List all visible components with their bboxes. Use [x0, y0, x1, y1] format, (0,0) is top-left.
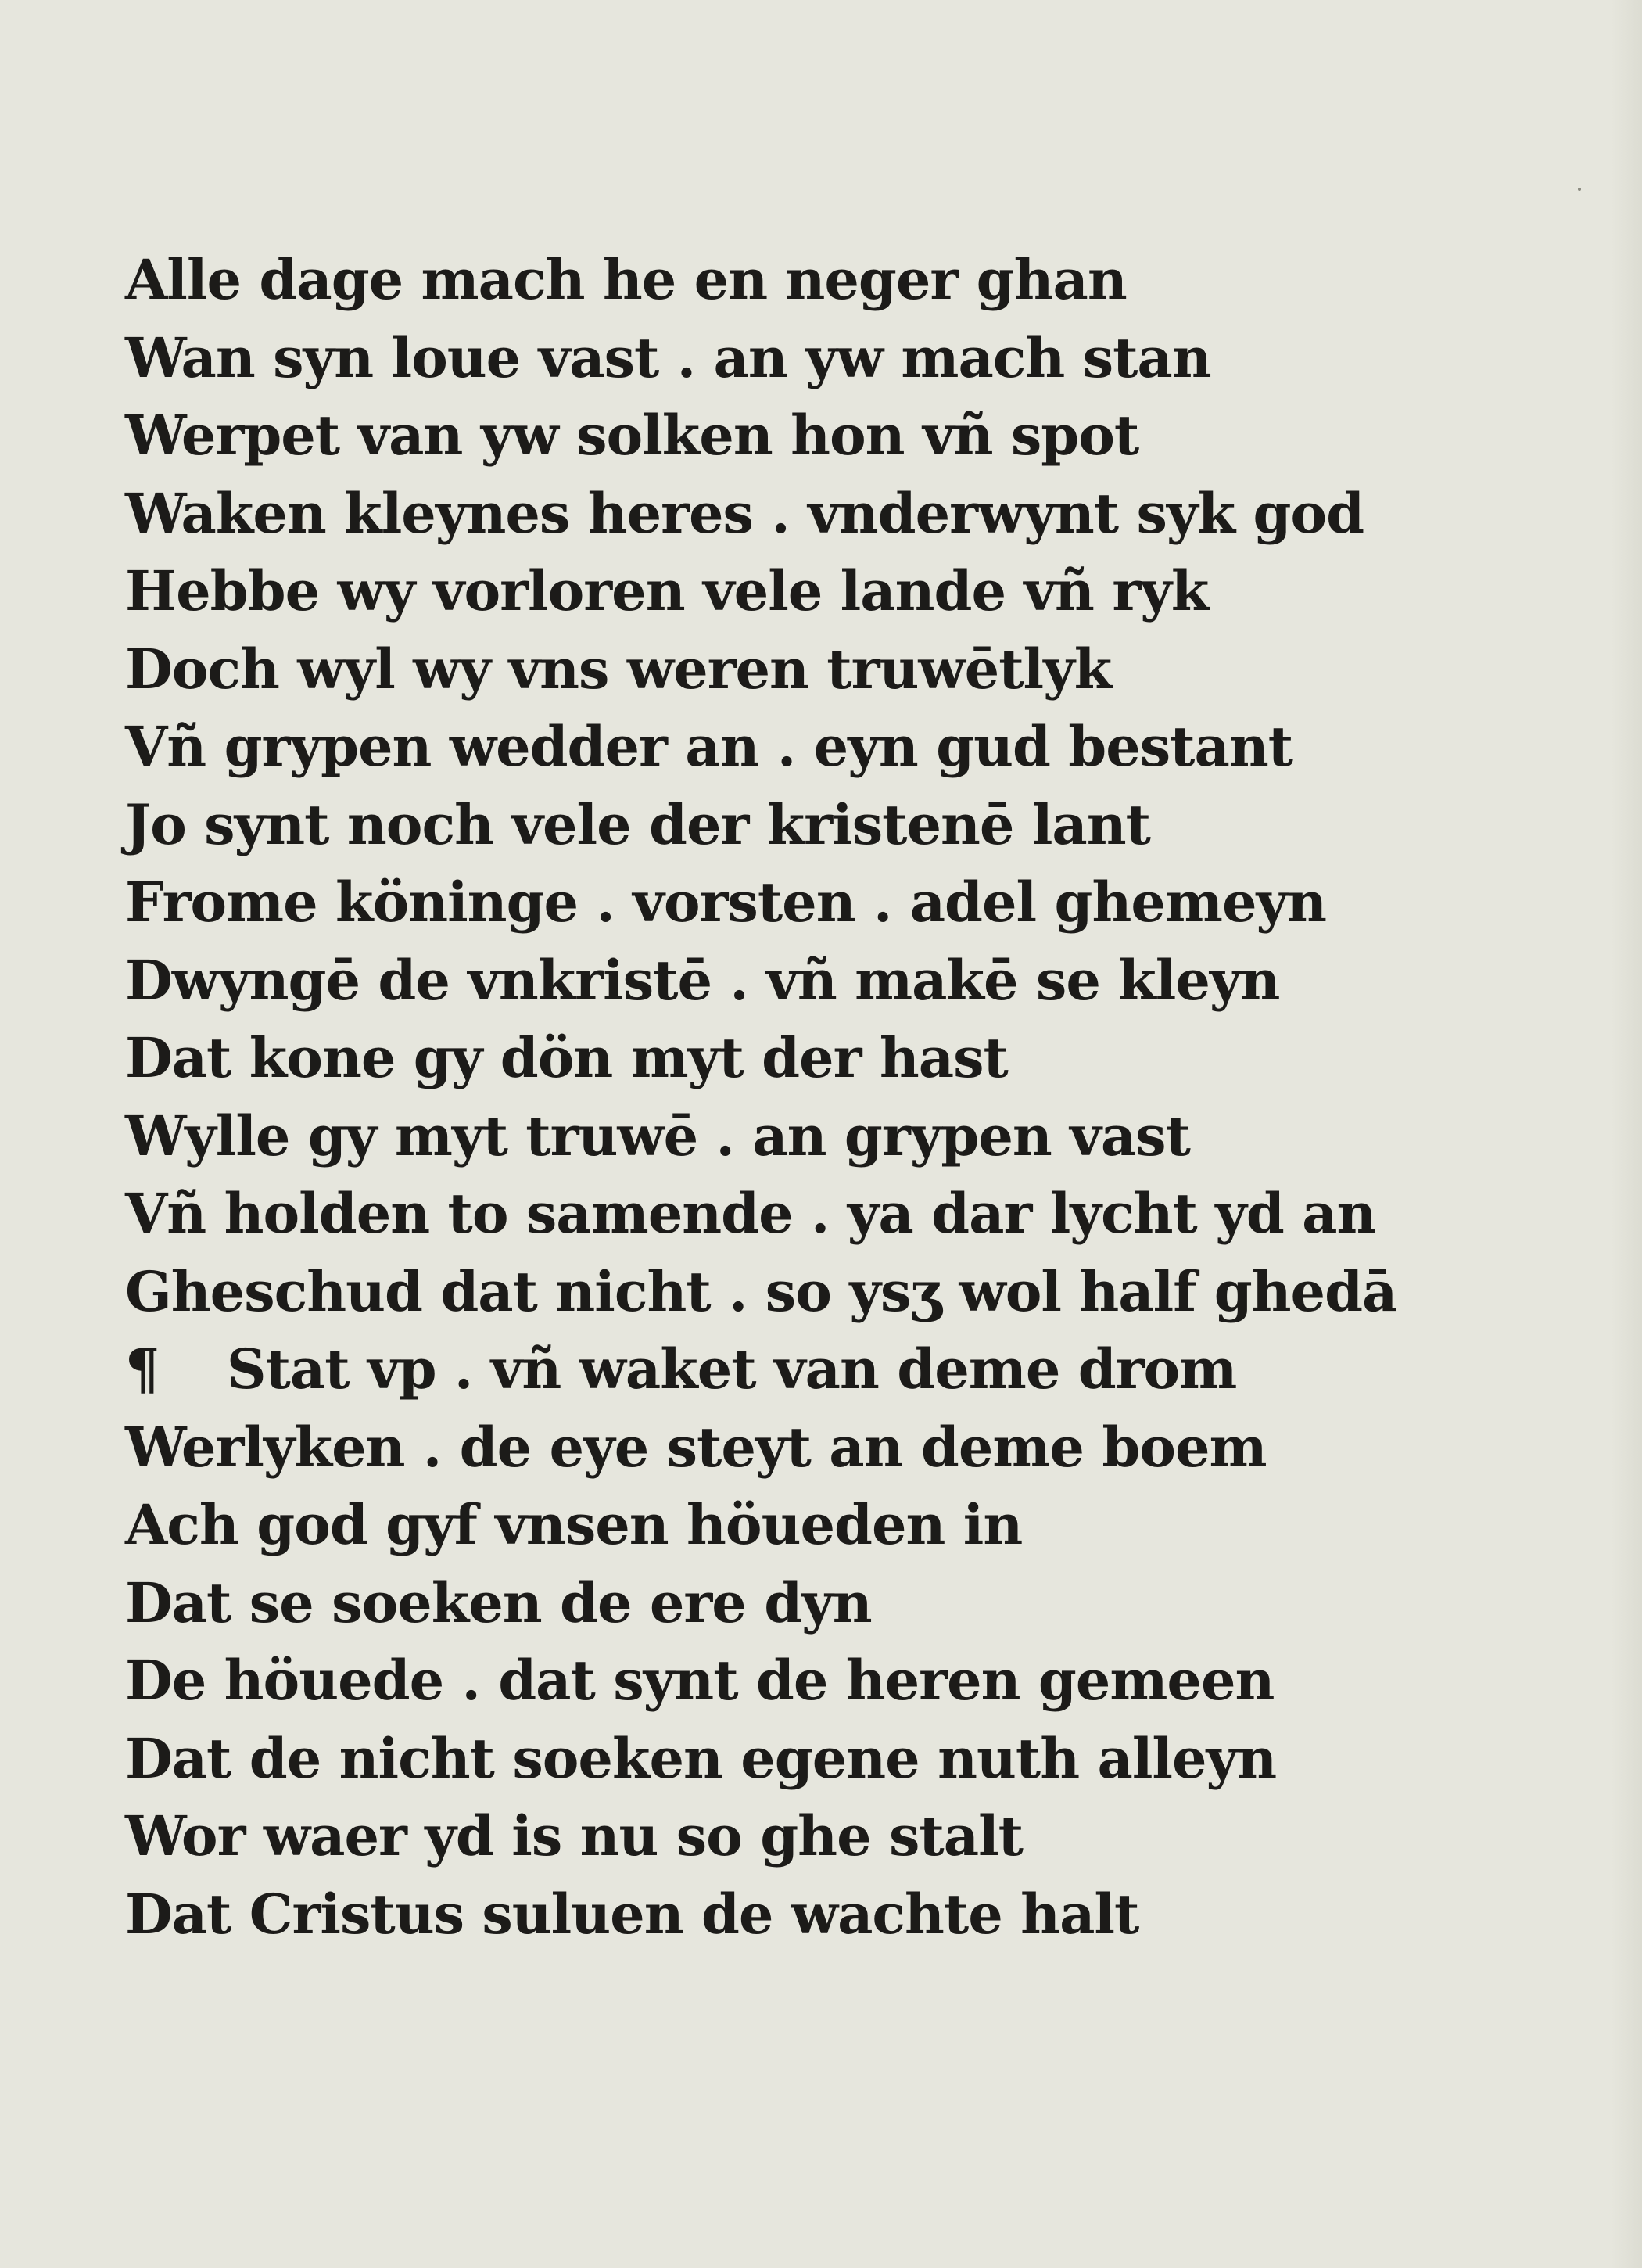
text-line: Doch wyl wy vns weren truwētlyk	[125, 636, 1112, 702]
text-line: Frome köninge . vorsten . adel ghemeyn	[125, 870, 1327, 935]
text-line: Gheschud dat nicht . so ysʒ wol half ghedā	[125, 1258, 1397, 1324]
text-line: Werpet van yw solken hon vñ spot	[125, 403, 1139, 468]
page-edge	[1611, 0, 1642, 2268]
text-line: Vñ holden to samende . ya dar lycht yd an	[125, 1181, 1376, 1246]
pilcrow-mark: ¶	[125, 1337, 160, 1401]
text-line: Wan syn loue vast . an yw mach stan	[125, 325, 1211, 390]
text-line: Waken kleynes heres . vnderwynt syk god	[125, 480, 1364, 546]
text-line: Ach god gyf vnsen höueden in	[125, 1492, 1023, 1557]
text-line: Wylle gy myt truwē . an grypen vast	[125, 1103, 1190, 1168]
text-line: De höuede . dat synt de heren gemeen	[125, 1648, 1275, 1713]
text-line: Vñ grypen wedder an . eyn gud bestant	[125, 714, 1293, 779]
text-line: Dat se soeken de ere dyn	[125, 1570, 872, 1635]
text-line: Werlyken . de eye steyt an deme boem	[125, 1414, 1267, 1480]
text-line-with-pilcrow	[125, 1330, 1595, 1409]
text-line: Alle dage mach he en neger ghan	[125, 247, 1127, 312]
text-line: Dat kone gy dön myt der hast	[125, 1025, 1008, 1090]
text-line: Hebbe wy vorloren vele lande vñ ryk	[125, 558, 1209, 623]
paper-speck	[1578, 188, 1581, 191]
text-line: Jo synt noch vele der kristenē lant	[125, 791, 1150, 857]
text-line: Dwyngē de vnkristē . vñ makē se kleyn	[125, 947, 1280, 1013]
text-line: Wor waer yd is nu so ghe stalt	[125, 1803, 1024, 1868]
text-line: Dat de nicht soeken egene nuth alleyn	[125, 1725, 1277, 1791]
text-line-content: Stat vp . vñ waket van deme drom	[227, 1337, 1237, 1401]
text-line: Dat Cristus suluen de wachte halt	[125, 1881, 1139, 1947]
poem-text-block	[125, 241, 1595, 1953]
